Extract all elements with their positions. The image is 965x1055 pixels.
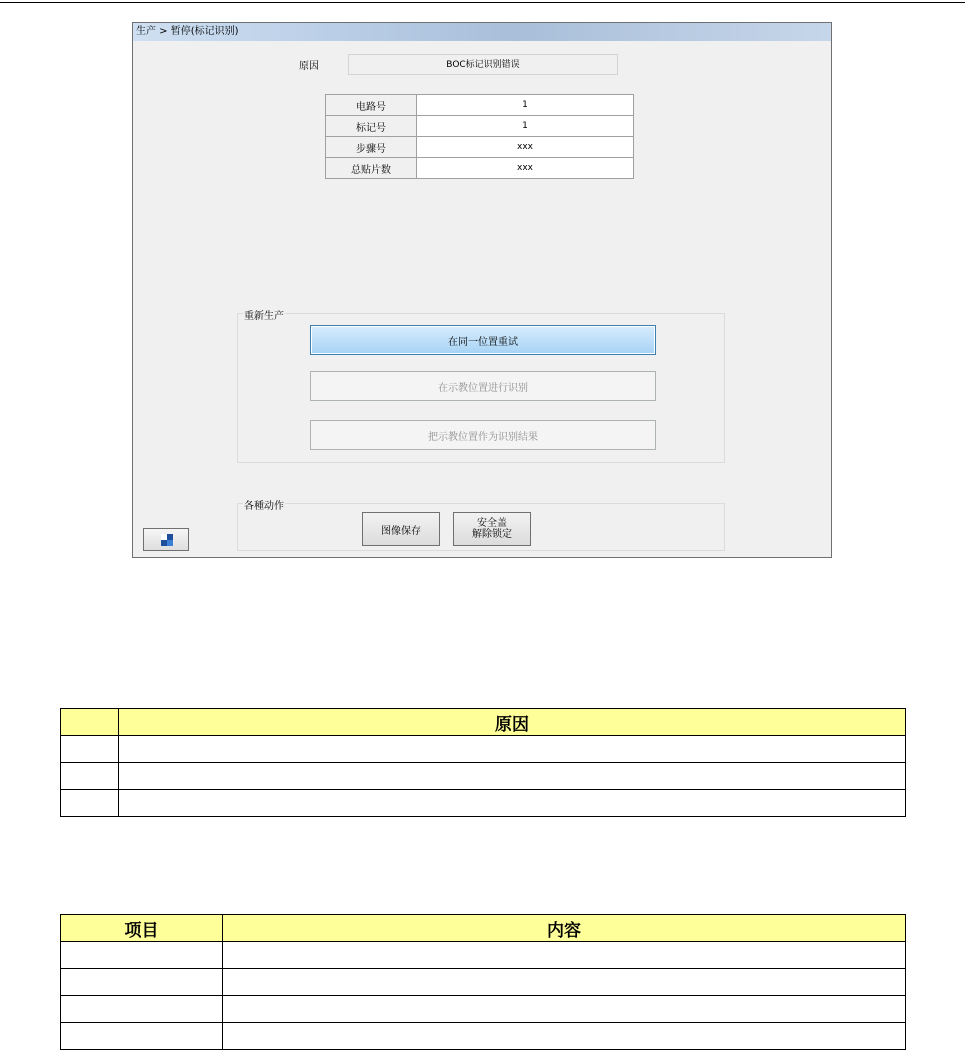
table-header-row [61,915,906,942]
table-cell [119,736,906,763]
table-row [61,763,906,790]
info-value: xxx [417,158,634,179]
table-row [326,158,634,179]
teach-position-as-result-button[interactable]: 把示教位置作为识别结果 [310,420,656,450]
table-row [326,137,634,158]
info-label: 电路号 [326,95,417,116]
blank-header-cell [61,709,119,736]
info-value: 1 [417,95,634,116]
content-header: 内容 [223,915,906,942]
info-value: 1 [417,116,634,137]
table-cell [223,996,906,1023]
table-cell [223,969,906,996]
table-cell [119,763,906,790]
reproduce-group-label: 重新生产 [243,307,285,322]
item-content-table [60,914,906,1050]
table-row [326,116,634,137]
top-rule [0,2,965,3]
table-cell [61,969,223,996]
table-cell [223,942,906,969]
retry-same-position-button[interactable]: 在同一位置重试 [310,325,656,355]
unlock-safety-cover-button[interactable] [453,512,531,546]
table-header-row [61,709,906,736]
reason-table [60,708,906,817]
table-row [61,736,906,763]
info-value: xxx [417,137,634,158]
table-cell [61,763,119,790]
pause-dialog [132,22,832,558]
window-icon [161,534,173,546]
table-cell [61,942,223,969]
table-row [61,969,906,996]
info-label: 总贴片数 [326,158,417,179]
item-header: 项目 [61,915,223,942]
reason-label: 原因 [299,61,319,72]
info-label: 标记号 [326,116,417,137]
table-row [61,1023,906,1050]
reason-header: 原因 [119,709,906,736]
info-label: 步骤号 [326,137,417,158]
table-cell [61,790,119,817]
actions-group-label: 各種动作 [243,497,285,512]
recognize-at-teach-position-button[interactable]: 在示教位置进行识别 [310,371,656,401]
corner-button[interactable] [143,528,189,551]
table-cell [119,790,906,817]
safety-cover-label-line1: 安全盖 [477,518,507,529]
table-row [61,942,906,969]
window-title: 生产 > 暂停(标记识别) [133,23,831,41]
info-table [325,94,634,179]
table-row [61,996,906,1023]
save-image-button[interactable]: 图像保存 [362,512,440,546]
table-cell [61,996,223,1023]
table-row [326,95,634,116]
safety-cover-label-line2: 解除锁定 [472,529,512,540]
table-cell [61,1023,223,1050]
reason-value: BOC标记识别错误 [348,54,618,75]
table-cell [61,736,119,763]
table-cell [223,1023,906,1050]
table-row [61,790,906,817]
